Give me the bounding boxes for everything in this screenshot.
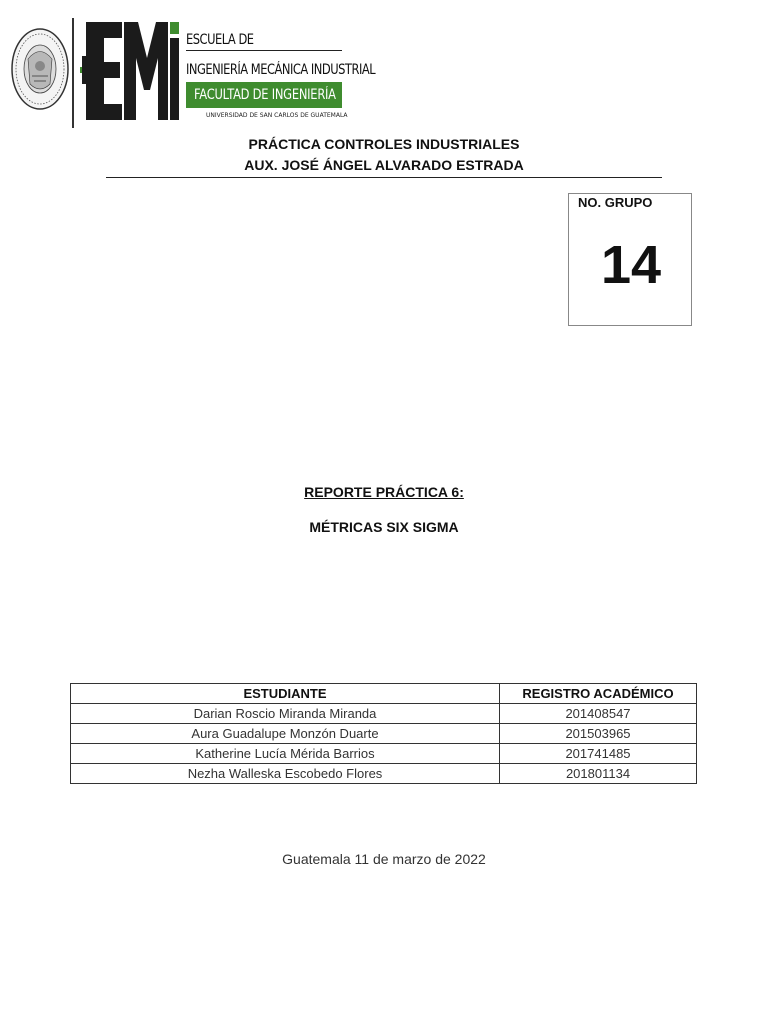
student-registration: 201408547 (500, 704, 697, 724)
table-header-row (71, 684, 697, 704)
table-row (71, 724, 697, 744)
table-row (71, 764, 697, 784)
student-registration: 201801134 (500, 764, 697, 784)
header-registration: REGISTRO ACADÉMICO (500, 684, 697, 704)
school-name-line2: INGENIERÍA MECÁNICA INDUSTRIAL (186, 62, 376, 78)
footer-date: Guatemala 11 de marzo de 2022 (282, 851, 486, 867)
assistant-name: AUX. JOSÉ ÁNGEL ALVARADO ESTRADA (244, 157, 524, 173)
faculty-banner (186, 82, 342, 108)
student-name: Aura Guadalupe Monzón Duarte (71, 724, 500, 744)
table-row (71, 704, 697, 724)
school-rule (186, 50, 342, 51)
faculty-name: FACULTAD DE INGENIERÍA (194, 87, 336, 103)
practice-title: PRÁCTICA CONTROLES INDUSTRIALES (248, 136, 520, 152)
emi-logo-icon (80, 18, 180, 124)
student-name: Katherine Lucía Mérida Barrios (71, 744, 500, 764)
report-subtitle: MÉTRICAS SIX SIGMA (309, 519, 459, 535)
university-name: UNIVERSIDAD DE SAN CARLOS DE GUATEMALA (206, 112, 348, 119)
students-table (70, 683, 697, 784)
table-row (71, 744, 697, 764)
header-divider (72, 18, 74, 128)
group-number: 14 (600, 235, 662, 295)
student-name: Darian Roscio Miranda Miranda (71, 704, 500, 724)
student-name: Nezha Walleska Escobedo Flores (71, 764, 500, 784)
header-student: ESTUDIANTE (71, 684, 500, 704)
title-rule (106, 177, 662, 178)
report-title: REPORTE PRÁCTICA 6: (304, 484, 464, 500)
student-registration: 201503965 (500, 724, 697, 744)
university-seal-icon (10, 14, 70, 124)
school-name-line1: ESCUELA DE (186, 32, 254, 48)
school-name-block (186, 30, 376, 126)
student-registration: 201741485 (500, 744, 697, 764)
group-box (568, 193, 692, 326)
group-label: NO. GRUPO (578, 195, 653, 210)
